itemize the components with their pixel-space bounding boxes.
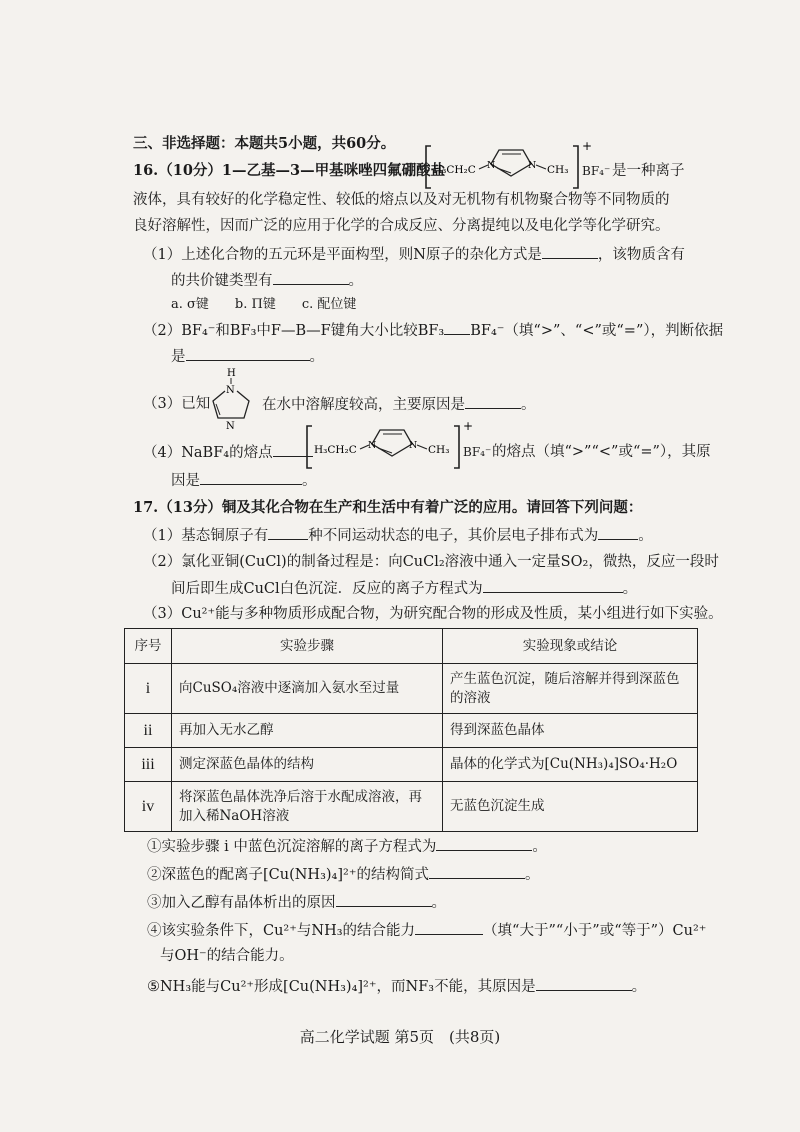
q17-s1-a: ①实验步骤 i 中蓝色沉淀溶解的离子方程式为 bbox=[147, 839, 437, 855]
table-cell-step: 再加入无水乙醇 bbox=[172, 714, 443, 748]
q16-p4-blank2[interactable] bbox=[200, 470, 302, 485]
table-cell-result: 晶体的化学式为[Cu(NH₃)₄]SO₄·H₂O bbox=[443, 748, 698, 782]
q17-s2-b: 。 bbox=[524, 867, 540, 883]
cation2-left-group: H₃CH₂C bbox=[314, 444, 357, 456]
q16-p2-d: 。 bbox=[309, 349, 324, 365]
q16-p3 bbox=[262, 394, 536, 415]
q17-s1-b: 。 bbox=[532, 839, 547, 855]
q16-p4-d: 。 bbox=[302, 473, 317, 489]
q16-p4-b: 的熔点（填“>”“<”或“=”），其原 bbox=[492, 444, 711, 460]
q17-s2-a: ②深蓝色的配离子[Cu(NH₃)₄]²⁺的结构简式 bbox=[147, 867, 429, 883]
q17-p1-b: 种不同运动状态的电子，其价层电子排布式为 bbox=[308, 528, 599, 544]
q16-p2-line2 bbox=[171, 346, 324, 367]
q16-p1-a: （1）上述化合物的五元环是平面构型，则N原子的杂化方式是 bbox=[143, 247, 542, 263]
table-header-row bbox=[125, 629, 698, 664]
q17-p1-a: （1）基态铜原子有 bbox=[143, 528, 269, 544]
q17-s4 bbox=[147, 920, 706, 941]
table-cell-index: iv bbox=[125, 782, 172, 832]
q16-line2: 液体，具有较好的化学稳定性、较低的熔点以及对无机物有机物聚合物等不同物质的 bbox=[133, 192, 670, 208]
table-header-cell: 序号 bbox=[125, 629, 172, 664]
q17-p2-line2 bbox=[171, 578, 637, 599]
imidazole-n1-label: N bbox=[226, 385, 235, 396]
q17-p3: （3）Cu²⁺能与多种物质形成配合物，为研究配合物的形成及性质，某小组进行如下实验。 bbox=[143, 606, 723, 622]
q17-s2 bbox=[147, 864, 539, 885]
q16-stem-prefix: 16.（10分）1—乙基—3—甲基咪唑四氟硼酸盐 bbox=[133, 162, 446, 179]
q16-anion: BF₄⁻ bbox=[582, 164, 611, 178]
q16-p2-c: 是 bbox=[171, 349, 186, 365]
q16-p1-blank2[interactable] bbox=[273, 270, 349, 285]
q16-p3-b: 在水中溶解度较高，主要原因是 bbox=[262, 397, 465, 413]
q17-s2-blank[interactable] bbox=[429, 864, 525, 879]
imidazole-h-label: H bbox=[227, 368, 236, 379]
table-cell-step: 向CuSO₄溶液中逐滴加入氨水至过量 bbox=[172, 664, 443, 714]
ring2-n-right-label: N bbox=[409, 440, 418, 451]
table-cell-result: 产生蓝色沉淀，随后溶解并得到深蓝色的溶液 bbox=[443, 664, 698, 714]
q17-p1 bbox=[143, 525, 653, 546]
q17-s4-blank[interactable] bbox=[415, 920, 483, 935]
table-cell-index: iii bbox=[125, 748, 172, 782]
q17-stem: 17.（13分）铜及其化合物在生产和生活中有着广泛的应用。请回答下列问题： bbox=[133, 499, 643, 516]
q17-s3-b: 。 bbox=[431, 895, 446, 911]
q16-p2-a: （2）BF₄⁻和BF₃中F—B—F键角大小比较BF₃ bbox=[143, 323, 445, 339]
q16-options: a. σ键 b. Π键 c. 配位键 bbox=[171, 297, 357, 312]
q16-p1-blank1[interactable] bbox=[542, 244, 598, 259]
q17-p2-a: （2）氯化亚铜(CuCl)的制备过程是：向CuCl₂溶液中通入一定量SO₂，微热，反应一段时 bbox=[143, 554, 719, 570]
ring-n-right-label: N bbox=[528, 160, 537, 171]
q16-p2 bbox=[143, 320, 723, 341]
q17-s5-a: ⑤NH₃能与Cu²⁺形成[Cu(NH₃)₄]²⁺，而NF₃不能，其原因是 bbox=[147, 979, 536, 995]
q16-p4-a: （4）NaBF₄的熔点 bbox=[143, 445, 273, 461]
imidazolium-cation-structure-2 bbox=[306, 420, 476, 472]
q17-s5-b: 。 bbox=[631, 979, 647, 995]
section-header: 三、非选择题：本题共5小题，共60分。 bbox=[133, 135, 396, 152]
q17-s5-blank[interactable] bbox=[536, 976, 632, 991]
experiment-table bbox=[124, 628, 698, 832]
imidazole-structure bbox=[206, 366, 260, 430]
ring2-n-left-label: N bbox=[368, 440, 377, 451]
q17-s1 bbox=[147, 836, 547, 857]
q16-p2-blank2[interactable] bbox=[186, 346, 310, 361]
table-cell-result: 无蓝色沉淀生成 bbox=[443, 782, 698, 832]
imidazole-n2-label: N bbox=[226, 421, 235, 430]
q16-line3: 良好溶解性，因而广泛的应用于化学的合成反应、分离提纯以及电化学等化学研究。 bbox=[133, 218, 670, 234]
cation-right-group: CH₃ bbox=[547, 164, 569, 176]
q17-p1-blank2[interactable] bbox=[598, 525, 638, 540]
q16-p4 bbox=[143, 442, 313, 463]
q17-p1-c: 。 bbox=[638, 528, 653, 544]
q16-p1 bbox=[143, 244, 685, 265]
cation2-right-group: CH₃ bbox=[428, 444, 450, 456]
q16-p1-b: ，该物质含有 bbox=[597, 247, 685, 263]
q17-p2-b: 间后即生成CuCl白色沉淀．反应的离子方程式为 bbox=[171, 581, 483, 597]
table-cell-step: 测定深蓝色晶体的结构 bbox=[172, 748, 443, 782]
cation2-plus-sign: + bbox=[463, 420, 474, 433]
table-cell-index: i bbox=[125, 664, 172, 714]
q17-p1-blank1[interactable] bbox=[268, 525, 308, 540]
q17-s3-a: ③加入乙醇有晶体析出的原因 bbox=[147, 895, 336, 911]
q17-s3 bbox=[147, 892, 446, 913]
table-row bbox=[125, 782, 698, 832]
q17-s5 bbox=[147, 976, 646, 997]
table-header-cell: 实验现象或结论 bbox=[443, 629, 698, 664]
imidazolium-cation-structure bbox=[425, 140, 595, 192]
table-row bbox=[125, 664, 698, 714]
table-header-cell: 实验步骤 bbox=[172, 629, 443, 664]
q16-p1-d: 。 bbox=[348, 273, 363, 289]
q17-p2-c: 。 bbox=[622, 581, 638, 597]
q16-p4-anion: BF₄⁻ bbox=[463, 445, 492, 459]
q16-p3-blank[interactable] bbox=[465, 394, 521, 409]
q16-p1-line2 bbox=[171, 270, 363, 291]
q17-p2-blank[interactable] bbox=[483, 578, 623, 593]
page-footer: 高二化学试题 第5页 (共8页) bbox=[299, 1028, 501, 1046]
table-cell-index: ii bbox=[125, 714, 172, 748]
cation-plus-sign: + bbox=[582, 140, 593, 153]
q17-s4-b: （填“大于”“小于”或“等于”）Cu²⁺ bbox=[483, 923, 707, 939]
table-row bbox=[125, 714, 698, 748]
cation-left-group: H₃CH₂C bbox=[433, 164, 476, 176]
q16-p2-b: BF₄⁻（填“>”、“<”或“=”），判断依据 bbox=[470, 323, 724, 339]
q16-p2-blank1[interactable] bbox=[444, 320, 470, 335]
q17-s4-c: 与OH⁻的结合能力。 bbox=[160, 948, 294, 964]
q16-p3-c: 。 bbox=[521, 397, 536, 413]
q17-s1-blank[interactable] bbox=[436, 836, 532, 851]
q17-s4-a: ④该实验条件下，Cu²⁺与NH₃的结合能力 bbox=[147, 923, 416, 939]
table-cell-result: 得到深蓝色晶体 bbox=[443, 714, 698, 748]
q17-s3-blank[interactable] bbox=[336, 892, 432, 907]
q16-p4-line2 bbox=[171, 470, 317, 491]
q16-p4-c: 因是 bbox=[171, 473, 200, 489]
table-row bbox=[125, 748, 698, 782]
table-cell-step: 将深蓝色晶体洗净后溶于水配成溶液，再加入稀NaOH溶液 bbox=[172, 782, 443, 832]
q16-stem-suffix: 是一种离子 bbox=[612, 163, 685, 179]
q16-p1-c: 的共价键类型有 bbox=[171, 273, 273, 289]
ring-n-left-label: N bbox=[487, 160, 496, 171]
q16-p3-a: （3）已知 bbox=[143, 396, 211, 412]
